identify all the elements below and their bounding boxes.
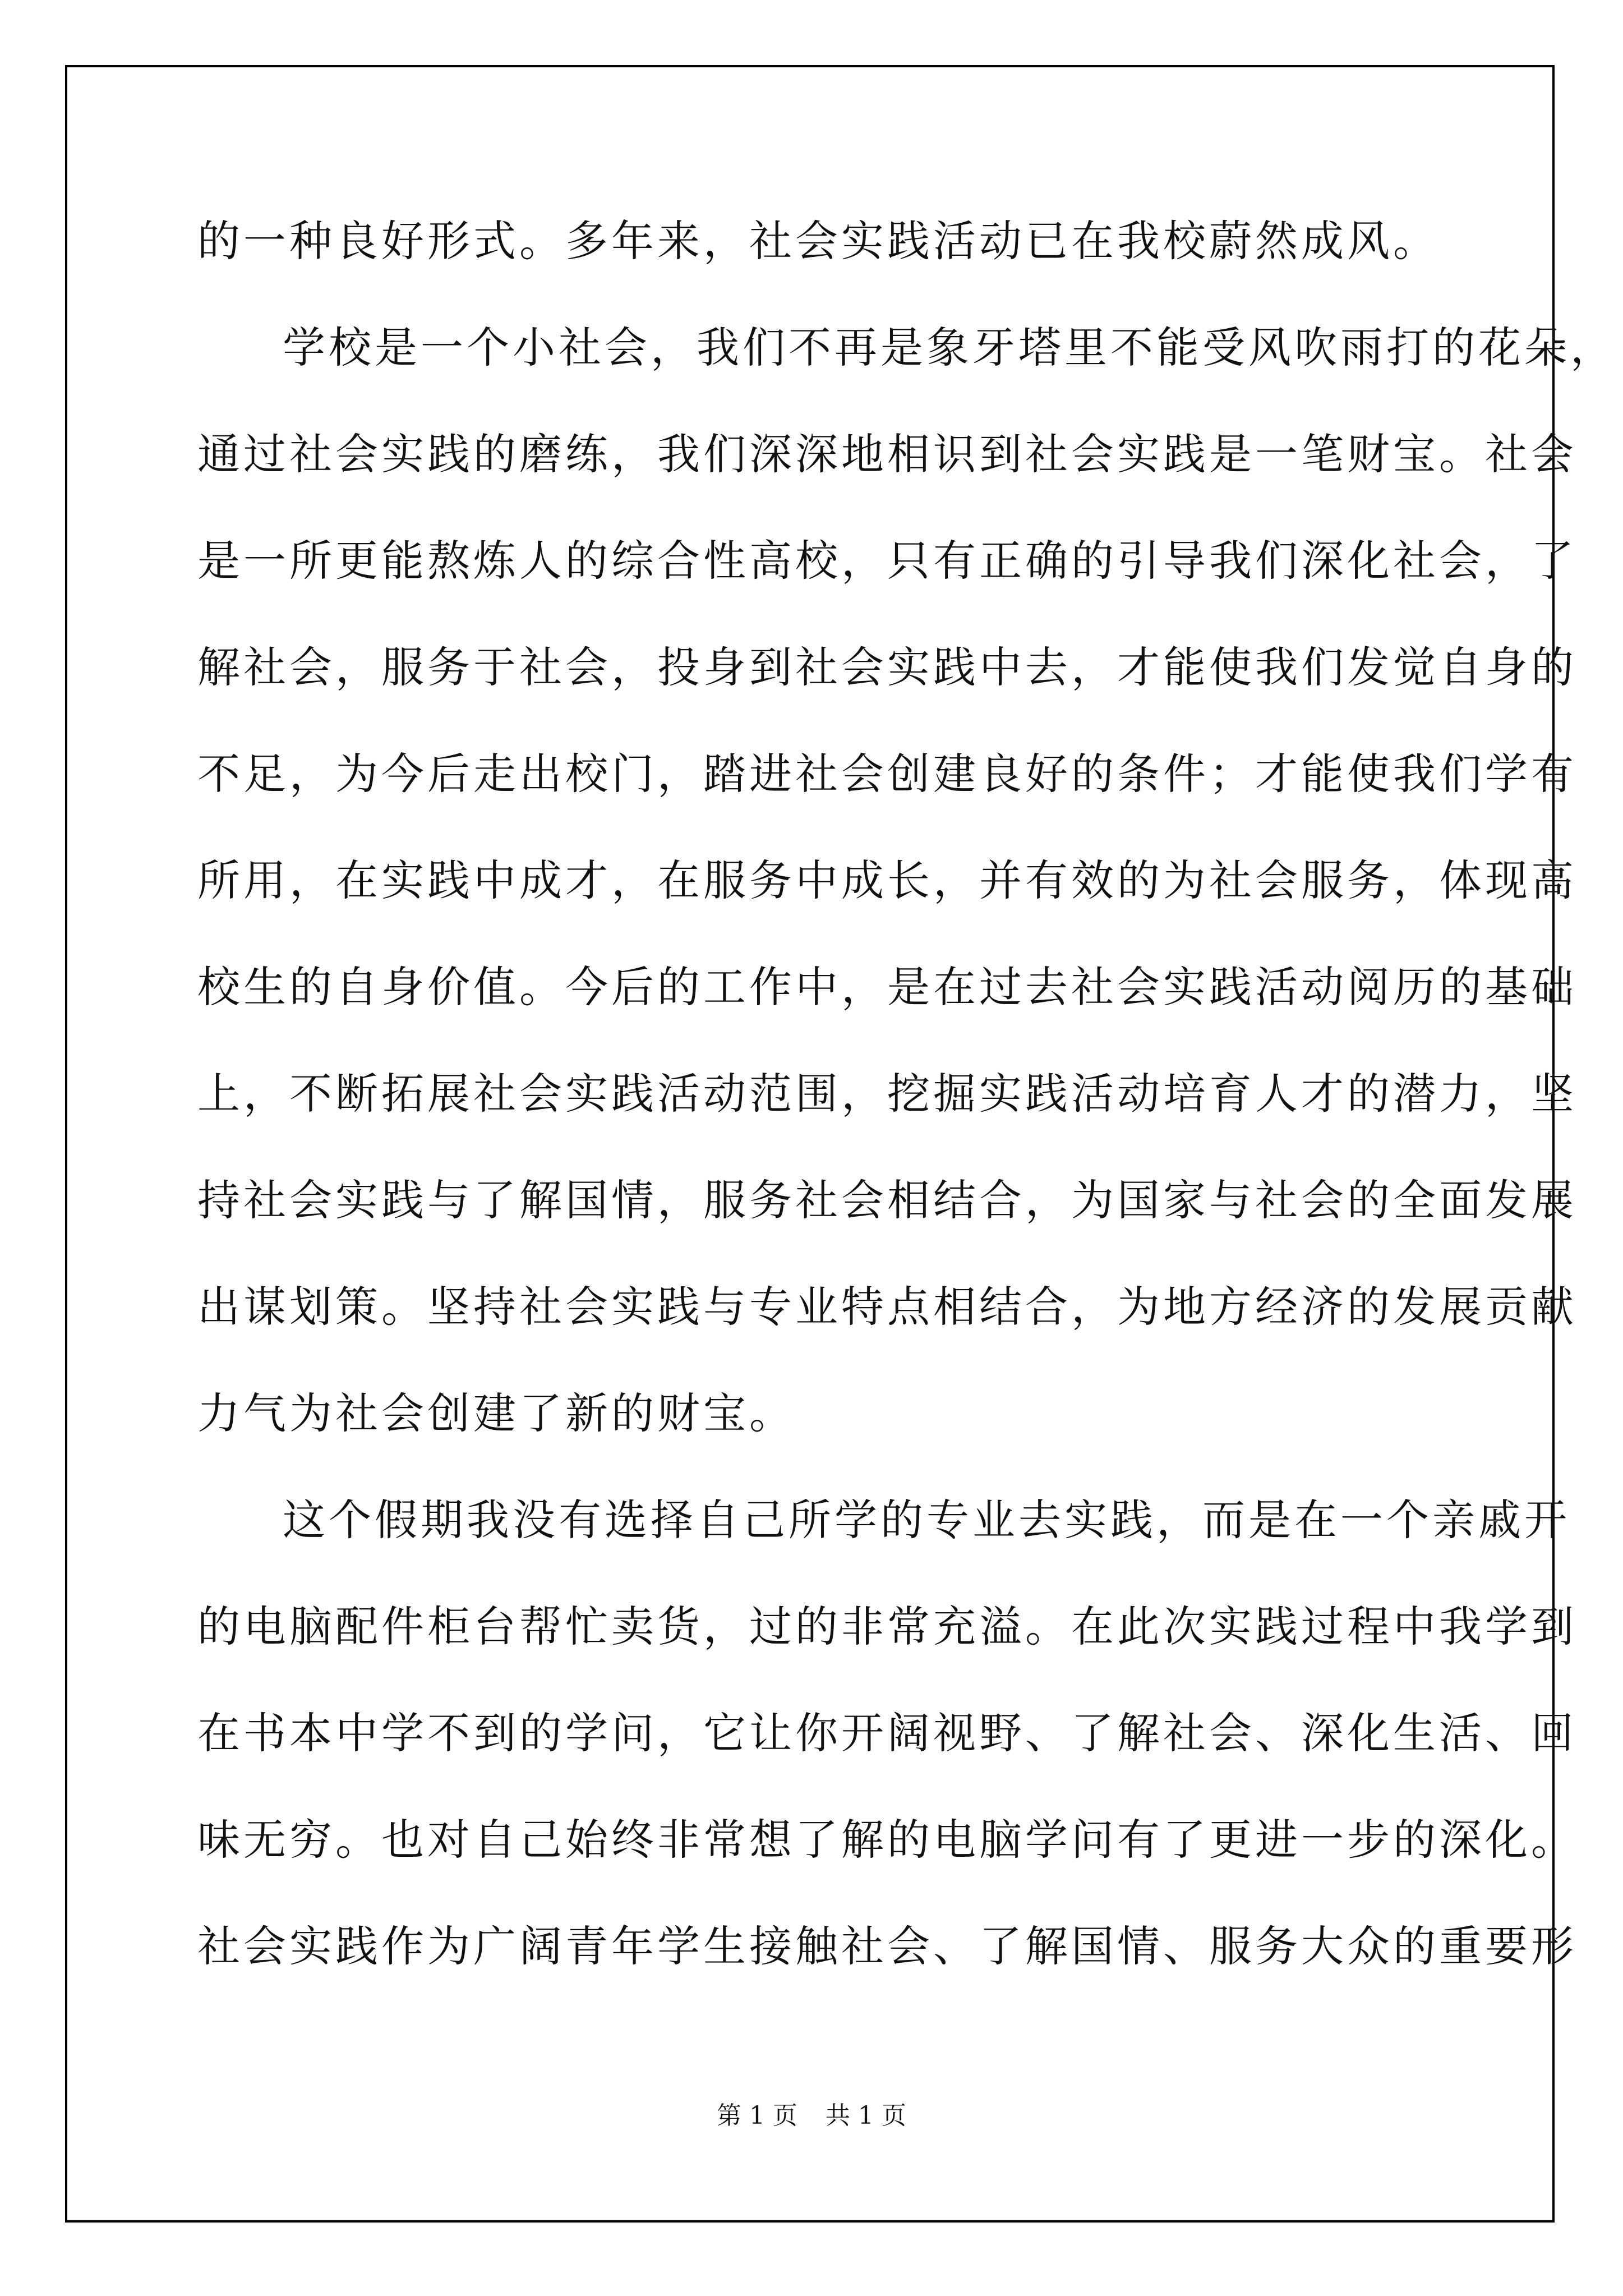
- text-line: 通过社会实践的磨练，我们深深地相识到社会实践是一笔财宝。社会: [197, 429, 1577, 479]
- text-line: 学校是一个小社会，我们不再是象牙塔里不能受风吹雨打的花朵，: [283, 323, 1616, 372]
- text-line: 校生的自身价值。今后的工作中，是在过去社会实践活动阅历的基础: [197, 962, 1577, 1012]
- text-line: 社会实践作为广阔青年学生接触社会、了解国情、服务大众的重要形: [197, 1921, 1577, 1971]
- page-number: 第 1 页: [717, 2101, 797, 2130]
- text-line: 的一种良好形式。多年来，社会实践活动已在我校蔚然成风。: [197, 216, 1439, 266]
- page-footer: [0, 2095, 1623, 2131]
- text-line: 力气为社会创建了新的财宝。: [197, 1388, 795, 1438]
- text-line: 持社会实践与了解国情，服务社会相结合，为国家与社会的全面发展: [197, 1175, 1577, 1225]
- page-border: [65, 65, 1555, 2223]
- page-total: 共 1 页: [826, 2101, 906, 2130]
- text-line: 的电脑配件柜台帮忙卖货，过的非常充溢。在此次实践过程中我学到: [197, 1602, 1577, 1651]
- text-line: 味无穷。也对自己始终非常想了解的电脑学问有了更进一步的深化。: [197, 1815, 1577, 1865]
- text-line: 上，不断拓展社会实践活动范围，挖掘实践活动培育人才的潜力，坚: [197, 1069, 1577, 1119]
- text-line: 不足，为今后走出校门，踏进社会创建良好的条件；才能使我们学有: [197, 749, 1577, 799]
- text-line: 出谋划策。坚持社会实践与专业特点相结合，为地方经济的发展贡献: [197, 1282, 1577, 1332]
- text-line: 解社会，服务于社会，投身到社会实践中去，才能使我们发觉自身的: [197, 642, 1577, 692]
- text-line: 在书本中学不到的学问，它让你开阔视野、了解社会、深化生活、回: [197, 1708, 1577, 1758]
- text-line: 这个假期我没有选择自己所学的专业去实践，而是在一个亲戚开: [283, 1495, 1570, 1545]
- text-line: 所用，在实践中成才，在服务中成长，并有效的为社会服务，体现高: [197, 855, 1577, 905]
- text-line: 是一所更能熬炼人的综合性高校，只有正确的引导我们深化社会，了: [197, 536, 1577, 586]
